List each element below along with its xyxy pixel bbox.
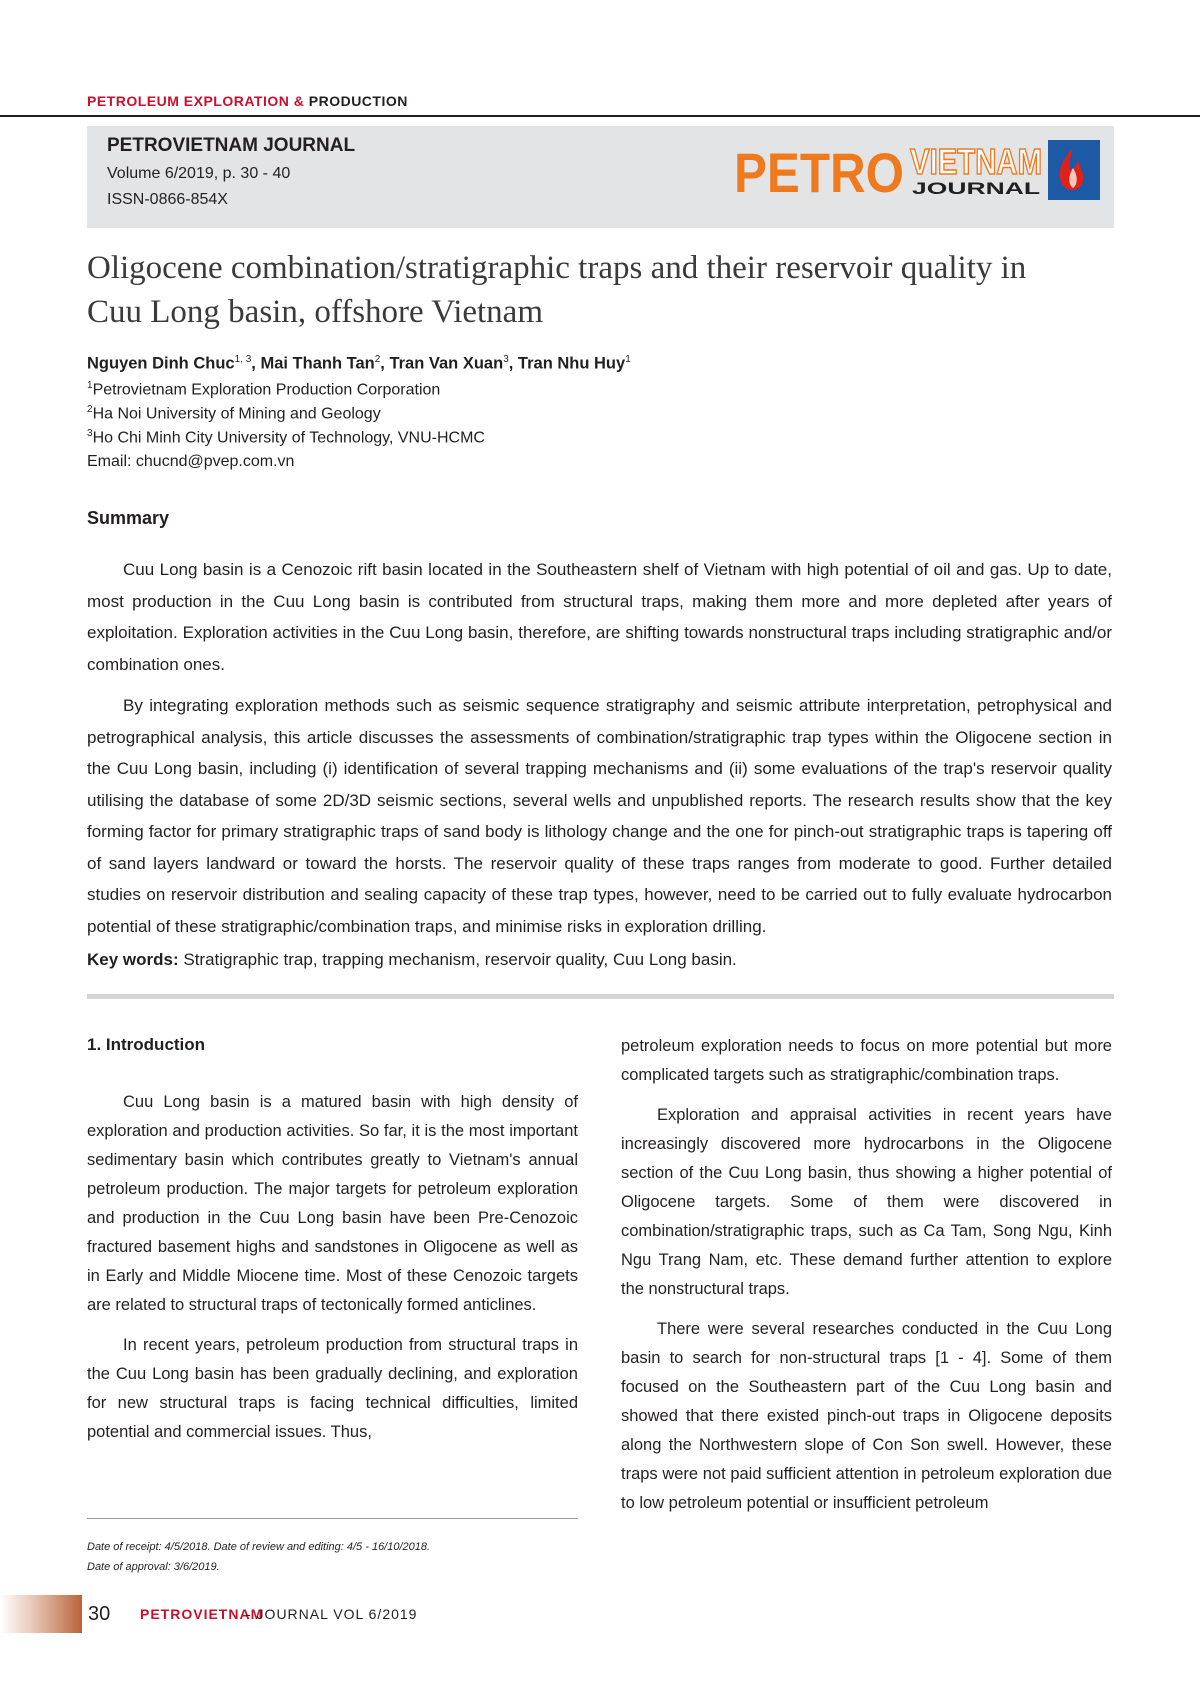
journal-volume: Volume 6/2019, p. 30 - 40 [107,165,291,182]
page-number: 30 [88,1603,111,1625]
body-paragraph: In recent years, petroleum production from structural traps in the Cuu Long basin has been gradually declining, and exploration for new structural traps is facing technical difficulties, limited potential and commercial issues. Thus, [87,1336,578,1441]
summary-text: Cuu Long basin is a Cenozoic rift basin located in the Southeastern shelf of Vietnam with high potential of oil and gas. Up to date, most production in the Cuu Long basin is contributed from structural traps, making them more and more depleted after years of exploitation. Exploration activities in the Cuu Long basin, therefore, are shifting towards nonstructural traps including stratigraphic and/or combination ones. [87,560,1112,674]
author-affiliation-sup: 1 [625,354,631,365]
affiliation-text: Petrovietnam Exploration Production Corporation [92,381,441,399]
svg-text:PETRO: PETRO [734,141,904,204]
authors-line [87,354,631,374]
keywords [87,950,737,970]
petrovietnam-journal-logo [732,138,1104,208]
summary-heading: Summary [87,508,170,528]
affiliation-sup: 3 [87,428,93,439]
introduction-heading: 1. Introduction [87,1035,206,1054]
affiliation-3 [87,428,485,447]
author-name: Tran Van Xuan [389,354,504,373]
author-separator: , [380,354,390,373]
body-paragraph: Cuu Long basin is a matured basin with high density of exploration and production activities. So far, it is the most important sedimentary basin which contributes greatly to Vietnam's annual petroleum production. The major targets for petroleum exploration and production in the Cuu Long basin have been Pre-Cenozoic fractured basement highs and sandstones in Oligocene as well as in Early and Middle Miocene time. Most of these Cenozoic targets are related to structural traps of tectonically formed anticlines. [87,1093,578,1314]
section-divider [87,994,1114,999]
author-separator: , [251,354,261,373]
summary-paragraph-1 [87,554,1112,680]
contact-email: Email: chucnd@pvep.com.vn [87,453,295,470]
keywords-label: Key words: [87,950,179,969]
affiliation-2 [87,404,381,423]
footer-journal-volume: - JOURNAL VOL 6/2019 [246,1606,418,1622]
keywords-text: Stratigraphic trap, trapping mechanism, reservoir quality, Cuu Long basin. [178,950,737,969]
svg-text:JOURNAL: JOURNAL [912,179,1040,198]
section-label [87,93,408,109]
footnote-receipt: Date of receipt: 4/5/2018. Date of review and editing: 4/5 - 16/10/2018. [87,1541,431,1553]
author-name: Tran Nhu Huy [517,354,626,373]
right-column [621,1032,1112,1529]
section-label-black: PRODUCTION [304,93,408,109]
author-name: Mai Thanh Tan [260,354,375,373]
body-paragraph: petroleum exploration needs to focus on more potential but more complicated targets such as stratigraphic/combination traps. [621,1037,1112,1084]
summary-text: By integrating exploration methods such as seismic sequence stratigraphy and seismic attribute interpretation, petrophysical and petrographical analysis, this article discusses the assessments of combination/stratigraphic trap types within the Oligocene section in the Cuu Long basin, including (i) identification of several trapping mechanisms and (ii) some evaluations of the trap's reservoir quality utilising the database of some 2D/3D seismic sections, several wells and unpublished reports. The research results show that the key forming factor for primary stratigraphic traps of sand body is lithology change and the one for pinch-out stratigraphic traps is tapering off of sand layers landward or toward the horsts. The reservoir quality of these traps ranges from moderate to good. Further detailed studies on reservoir distribution and sealing capacity of these trap types, however, need to be carried out to fully evaluate hydrocarbon potential of these stratigraphic/combination traps, and minimise risks in exploration drilling. [87,696,1112,936]
affiliation-text: Ha Noi University of Mining and Geology [92,405,381,423]
author-affiliation-sup: 3 [503,354,509,365]
body-paragraph: There were several researches conducted in the Cuu Long basin to search for non-structural traps [1 - 4]. Some of them focused on the Southeastern part of the Cuu Long basin and showed that there existed pinch-out traps in Oligocene deposits along the Northwestern slope of Con Son swell. However, these traps were not paid sufficient attention in petroleum exploration due to low petroleum potential or insufficient petroleum [621,1320,1112,1512]
article-title: Oligocene combination/stratigraphic traps and their reservoir quality in Cuu Long basin, offshore Vietnam [87,250,1027,330]
svg-text:VIETNAM: VIETNAM [910,141,1042,182]
affiliation-text: Ho Chi Minh City University of Technology, VNU-HCMC [92,429,485,447]
author-affiliation-sup: 2 [374,354,381,365]
summary-paragraph-2 [87,690,1112,942]
affiliation-1 [87,380,440,399]
journal-name: PETROVIETNAM JOURNAL [107,135,356,156]
footnote-approval: Date of approval: 3/6/2019. [87,1561,220,1573]
author-affiliation-sup: 1, 3 [234,354,252,365]
affiliation-sup: 1 [87,380,93,391]
journal-issn: ISSN-0866-854X [107,191,228,208]
footnote-divider [87,1518,578,1519]
body-paragraph: Exploration and appraisal activities in recent years have increasingly discovered more hydrocarbons in the Oligocene section of the Cuu Long basin, thus showing a higher potential of Oligocene targets. Some of them were discovered in combination/stratigraphic traps, such as Ca Tam, Song Ngu, Kinh Ngu Trang Nam, etc. These demand further attention to explore the nonstructural traps. [621,1106,1112,1298]
left-column [87,1088,578,1458]
top-divider [0,115,1200,117]
footer-brand: PETROVIETNAM [140,1606,264,1622]
section-label-red: PETROLEUM EXPLORATION & [87,93,305,109]
footer-gradient-bar [0,1595,82,1633]
affiliation-sup: 2 [87,404,93,415]
author-name: Nguyen Dinh Chuc [87,354,235,373]
author-separator: , [508,354,518,373]
